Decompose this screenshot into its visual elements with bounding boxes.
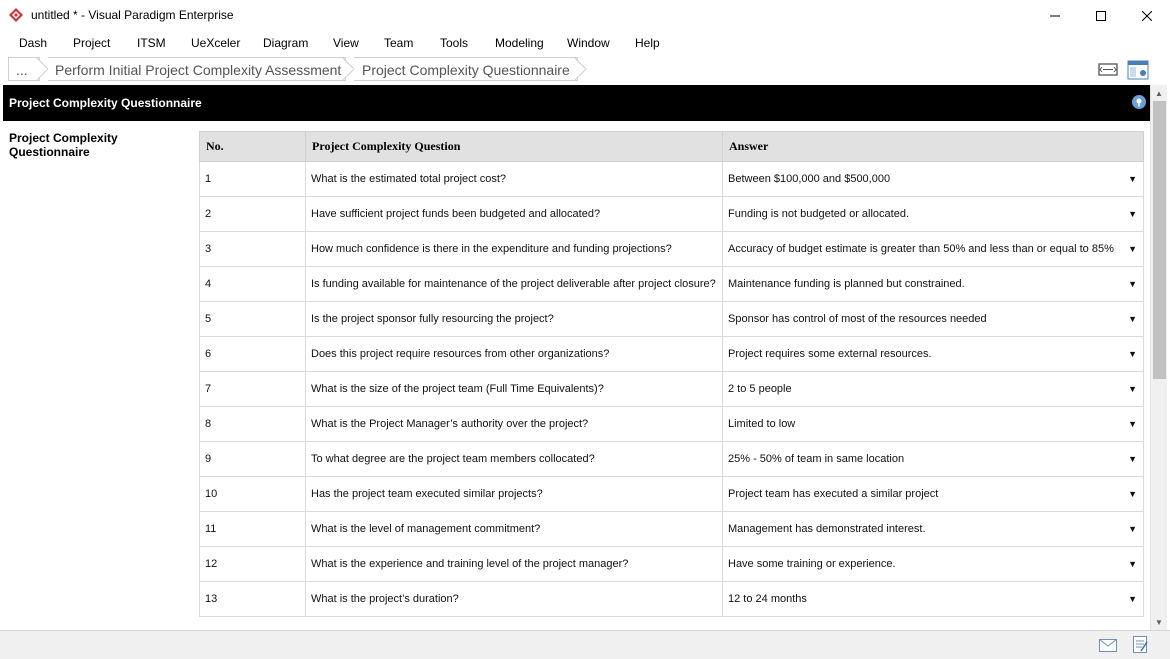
chevron-down-icon[interactable]: ▼	[1128, 244, 1137, 254]
table-row	[200, 407, 1144, 442]
mail-icon[interactable]	[1099, 639, 1117, 652]
table-row	[200, 442, 1144, 477]
answer-dropdown[interactable]	[723, 547, 1144, 582]
status-bar	[0, 630, 1170, 659]
table-row	[200, 477, 1144, 512]
menu-dash[interactable]: Dash	[19, 36, 48, 50]
question-text: To what degree are the project team members collocated?	[306, 442, 723, 477]
question-text: Does this project require resources from other organizations?	[306, 337, 723, 372]
maximize-icon	[1096, 11, 1106, 21]
window-title: untitled * - Visual Paradigm Enterprise	[31, 8, 234, 22]
chevron-down-icon[interactable]: ▼	[1128, 384, 1137, 394]
chevron-down-icon[interactable]: ▼	[1128, 349, 1137, 359]
breadcrumb-end-icon	[574, 57, 588, 81]
row-number: 4	[200, 267, 306, 302]
answer-value: Maintenance funding is planned but constrained.	[728, 278, 965, 290]
breadcrumb-overflow[interactable]: ...	[8, 57, 40, 81]
question-text: Is funding available for maintenance of the project deliverable after project closure?	[306, 267, 723, 302]
close-button[interactable]	[1124, 0, 1170, 32]
table-row	[200, 232, 1144, 267]
chevron-down-icon[interactable]: ▼	[1128, 594, 1137, 604]
row-number: 3	[200, 232, 306, 267]
answer-value: 2 to 5 people	[728, 383, 792, 395]
answer-dropdown[interactable]	[723, 232, 1144, 267]
answer-dropdown[interactable]	[723, 372, 1144, 407]
menu-tools[interactable]: Tools	[440, 36, 469, 50]
pin-icon[interactable]	[1132, 95, 1146, 109]
answer-dropdown[interactable]	[723, 267, 1144, 302]
answer-dropdown[interactable]	[723, 477, 1144, 512]
column-header-question: Project Complexity Question	[306, 132, 723, 162]
menu-itsm[interactable]: ITSM	[137, 36, 166, 50]
chevron-down-icon[interactable]: ▼	[1128, 559, 1137, 569]
question-text: Has the project team executed similar projects?	[306, 477, 723, 512]
answer-dropdown[interactable]	[723, 162, 1144, 197]
answer-dropdown[interactable]	[723, 407, 1144, 442]
panel-header	[3, 85, 1150, 121]
answer-value: Between $100,000 and $500,000	[728, 173, 891, 185]
close-icon	[1142, 11, 1152, 21]
menu-diagram[interactable]: Diagram	[263, 36, 309, 50]
table-header-row	[200, 132, 1144, 162]
minimize-icon	[1050, 11, 1060, 21]
app-logo-icon	[9, 8, 23, 22]
table-row	[200, 547, 1144, 582]
row-number: 10	[200, 477, 306, 512]
menu-modeling[interactable]: Modeling	[495, 36, 544, 50]
answer-value: Funding is not budgeted or allocated.	[728, 208, 910, 220]
chevron-down-icon[interactable]: ▼	[1128, 454, 1137, 464]
menu-team[interactable]: Team	[384, 36, 414, 50]
minimize-button[interactable]	[1032, 0, 1078, 32]
column-header-no: No.	[200, 132, 306, 162]
answer-dropdown[interactable]	[723, 582, 1144, 617]
menu-project[interactable]: Project	[73, 36, 111, 50]
answer-value: Project requires some external resources.	[728, 348, 932, 360]
column-header-answer: Answer	[723, 132, 1144, 162]
notes-icon[interactable]	[1133, 636, 1148, 653]
question-text: Have sufficient project funds been budgeted and allocated?	[306, 197, 723, 232]
table-row	[200, 372, 1144, 407]
table-row	[200, 197, 1144, 232]
scroll-down-icon[interactable]: ▼	[1155, 617, 1163, 627]
scroll-up-icon[interactable]: ▲	[1155, 88, 1163, 98]
answer-dropdown[interactable]	[723, 337, 1144, 372]
row-number: 1	[200, 162, 306, 197]
fit-to-window-icon[interactable]	[1097, 60, 1119, 80]
answer-value: Accuracy of budget estimate is greater than 50% and less than or equal to 85%	[728, 243, 1114, 255]
scrollbar-thumb[interactable]	[1153, 101, 1166, 379]
question-text: What is the experience and training level of the project manager?	[306, 547, 723, 582]
question-text: What is the estimated total project cost?	[306, 162, 723, 197]
breadcrumb-item-assessment[interactable]: Perform Initial Project Complexity Assessment	[48, 57, 346, 81]
chevron-down-icon[interactable]: ▼	[1128, 174, 1137, 184]
title-bar	[0, 0, 1170, 32]
answer-value: Management has demonstrated interest.	[728, 523, 926, 535]
chevron-down-icon[interactable]: ▼	[1128, 489, 1137, 499]
questionnaire-table	[199, 131, 1144, 617]
row-number: 12	[200, 547, 306, 582]
table-row	[200, 267, 1144, 302]
row-number: 9	[200, 442, 306, 477]
answer-dropdown[interactable]	[723, 302, 1144, 337]
answer-value: 12 to 24 months	[728, 593, 807, 605]
table-row	[200, 162, 1144, 197]
maximize-button[interactable]	[1078, 0, 1124, 32]
question-text: What is the project’s duration?	[306, 582, 723, 617]
chevron-down-icon[interactable]: ▼	[1128, 524, 1137, 534]
answer-value: Project team has executed a similar project	[728, 488, 939, 500]
breadcrumb	[0, 54, 1170, 84]
table-row	[200, 302, 1144, 337]
chevron-down-icon[interactable]: ▼	[1128, 419, 1137, 429]
menu-uexceler[interactable]: UeXceler	[191, 36, 241, 50]
section-label: Project Complexity Questionnaire	[9, 131, 118, 159]
menu-window[interactable]: Window	[567, 36, 610, 50]
row-number: 2	[200, 197, 306, 232]
answer-dropdown[interactable]	[723, 197, 1144, 232]
question-text: Is the project sponsor fully resourcing the project?	[306, 302, 723, 337]
breadcrumb-item-questionnaire[interactable]: Project Complexity Questionnaire	[354, 57, 578, 81]
answer-dropdown[interactable]	[723, 512, 1144, 547]
menu-help[interactable]: Help	[635, 36, 660, 50]
row-number: 5	[200, 302, 306, 337]
menu-view[interactable]: View	[333, 36, 359, 50]
chevron-down-icon[interactable]: ▼	[1128, 279, 1137, 289]
answer-value: Limited to low	[728, 418, 796, 430]
question-text: What is the level of management commitment?	[306, 512, 723, 547]
chevron-down-icon[interactable]: ▼	[1128, 209, 1137, 219]
question-text: What is the Project Manager’s authority over the project?	[306, 407, 723, 442]
vertical-scrollbar[interactable]	[1150, 85, 1167, 630]
question-text: How much confidence is there in the expenditure and funding projections?	[306, 232, 723, 267]
chevron-down-icon[interactable]: ▼	[1128, 314, 1137, 324]
menu-bar	[0, 32, 1170, 54]
answer-value: Have some training or experience.	[728, 558, 896, 570]
answer-value: 25% - 50% of team in same location	[728, 453, 905, 465]
table-row	[200, 582, 1144, 617]
table-row	[200, 337, 1144, 372]
row-number: 13	[200, 582, 306, 617]
panel-title: Project Complexity Questionnaire	[9, 96, 202, 110]
question-text: What is the size of the project team (Full Time Equivalents)?	[306, 372, 723, 407]
row-number: 11	[200, 512, 306, 547]
row-number: 7	[200, 372, 306, 407]
table-row	[200, 512, 1144, 547]
row-number: 6	[200, 337, 306, 372]
panel-layout-icon[interactable]	[1127, 60, 1149, 80]
answer-value: Sponsor has control of most of the resources needed	[728, 313, 987, 325]
answer-dropdown[interactable]	[723, 442, 1144, 477]
row-number: 8	[200, 407, 306, 442]
